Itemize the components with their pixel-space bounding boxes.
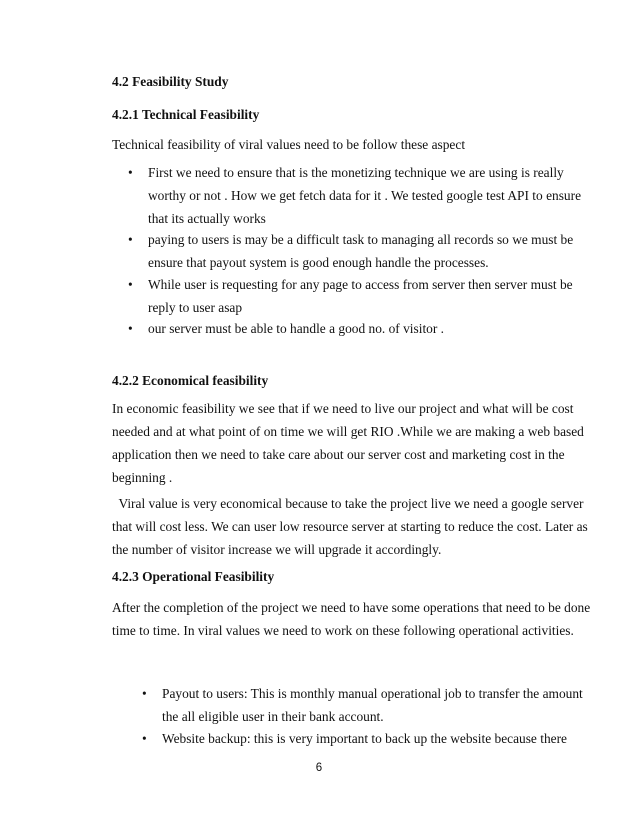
- bullet-icon: •: [128, 277, 133, 292]
- section-4-2-heading: 4.2 Feasibility Study: [112, 74, 229, 89]
- list-item-line: ensure that payout system is good enough handle the processes.: [148, 255, 489, 270]
- section-4-2-2-heading: 4.2.2 Economical feasibility: [112, 373, 269, 388]
- bullet-icon: •: [128, 321, 133, 336]
- operational-paragraph-line: After the completion of the project we need to have some operations that need to be done: [112, 600, 591, 615]
- list-item-line: worthy or not . How we get fetch data for it . We tested google test API to ensure: [148, 188, 582, 203]
- bullet-icon: •: [128, 232, 133, 247]
- operational-paragraph-line: time to time. In viral values we need to work on these following operational activities.: [112, 623, 574, 638]
- list-item-line: First we need to ensure that is the monetizing technique we are using is really: [148, 165, 564, 180]
- economic-paragraph-line: beginning .: [112, 470, 173, 485]
- economic-paragraph-line: needed and at what point of on time we will get RIO .While we are making a web based: [112, 424, 584, 439]
- economic-paragraph-line: the number of visitor increase we will upgrade it accordingly.: [112, 542, 442, 557]
- list-item-line: that its actually works: [148, 211, 266, 226]
- section-4-2-3-heading: 4.2.3 Operational Feasibility: [112, 569, 275, 584]
- economic-paragraph-line: In economic feasibility we see that if we need to live our project and what will be cost: [112, 401, 574, 416]
- economic-paragraph-line: Viral value is very economical because to take the project live we need a google server: [112, 496, 584, 511]
- list-item-line: paying to users is may be a difficult task to managing all records so we must be: [148, 232, 574, 247]
- list-item-line: reply to user asap: [148, 300, 243, 315]
- list-item-line: Payout to users: This is monthly manual operational job to transfer the amount: [162, 686, 583, 701]
- economic-paragraph-line: that will cost less. We can user low resource server at starting to reduce the cost. Later as: [112, 519, 588, 534]
- technical-intro: Technical feasibility of viral values need to be follow these aspect: [112, 137, 466, 152]
- economic-paragraph-line: application then we need to take care about our server cost and marketing cost in the: [112, 447, 565, 462]
- list-item-line: While user is requesting for any page to access from server then server must be: [148, 277, 573, 292]
- page-number: 6: [315, 762, 323, 774]
- section-4-2-1-heading: 4.2.1 Technical Feasibility: [112, 107, 260, 122]
- bullet-icon: •: [128, 165, 133, 180]
- list-item-line: Website backup: this is very important to back up the website because there: [162, 731, 567, 746]
- bullet-icon: •: [142, 686, 147, 701]
- list-item-line: our server must be able to handle a good no. of visitor .: [148, 321, 445, 336]
- list-item-line: the all eligible user in their bank account.: [162, 709, 384, 724]
- bullet-icon: •: [142, 731, 147, 746]
